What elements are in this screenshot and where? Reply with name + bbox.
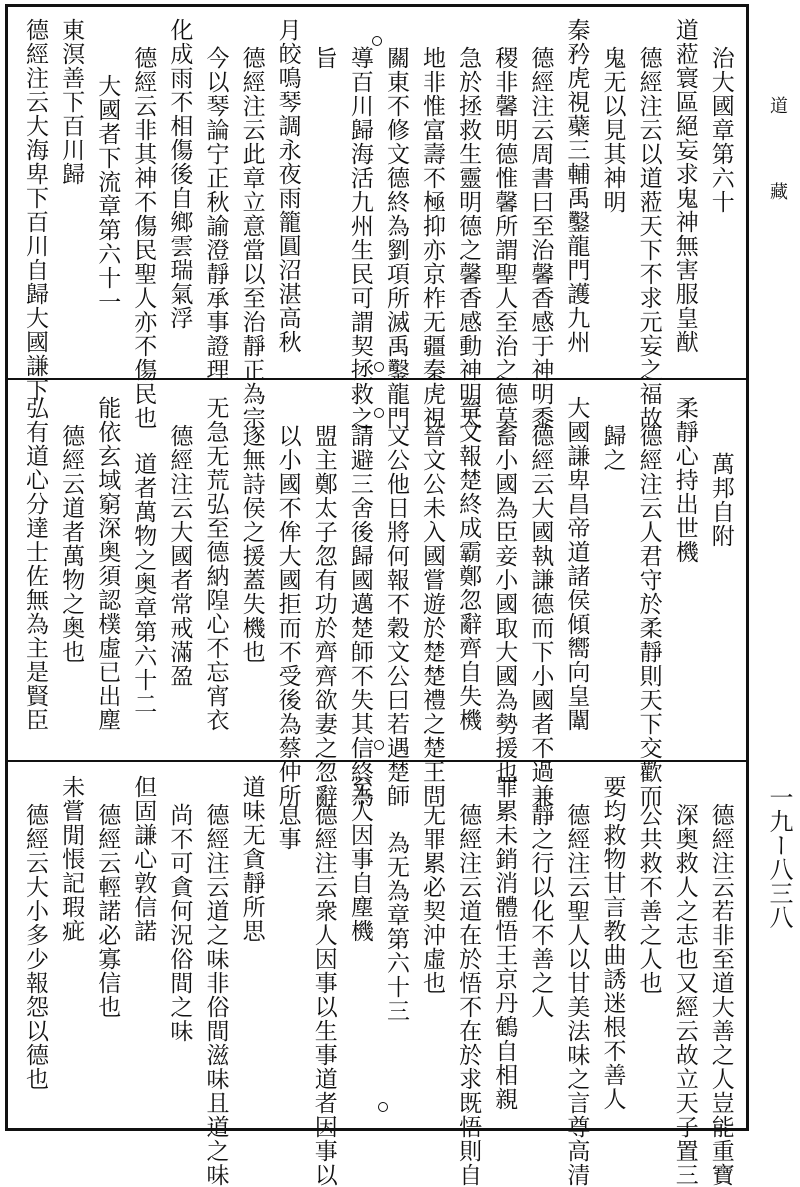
text-column: 德經云大國執謙德而下小國者不過兼 [527,424,554,808]
text-column: 公共救不善之人也 [635,803,662,995]
text-column: 要均救物甘言教曲誘迷根不善人 [599,775,626,1111]
text-column: 德經云輕諾必寡信也 [94,803,121,1019]
text-column: 地非惟富壽不極抑亦京柞无疆秦虎視 [419,46,446,430]
text-column: 但固謙心敦信諾 [130,775,157,943]
text-column: 德經注云聖人以甘美法味之言尊高清 [563,803,590,1187]
text-column: 導百川歸海活九州生民可謂契拯救之 [346,46,373,430]
band-top [20,18,736,430]
margin-collection-label: 藏 [767,182,788,204]
text-column: 東溟善下百川歸 [58,18,85,186]
text-column: 德經注云衆人因事以生事道者因事以 [310,803,337,1187]
text-column: 今以琴論宁正秋諭澄靜承事證理 [202,46,229,382]
text-column: 文公他日將何報不穀文公曰若遇楚師 [382,424,409,808]
text-column: 罪累未銷消體悟王京丹鶴自相親 [491,775,518,1111]
text-column: 歸之 [599,424,626,472]
text-column: 深奥救人之志也又經云故立天子置三 [671,803,698,1187]
text-column: 德經注云道之味非俗間滋味且道之味 [202,803,229,1187]
ring-mark [374,408,384,418]
text-column: 請避三舍後歸國邁楚師不失其信終為 [346,424,373,808]
text-column: 未嘗閒悵記瑕疵 [58,775,85,943]
text-column: 大國謙卑昌帝道諸侯傾嚮向皇闈 [563,396,590,732]
text-column: 鬼无以見其神明 [599,46,626,214]
text-column: 秦矜虎視蘗三輔禹鑿龍門護九州 [563,18,590,354]
text-column: 晉文報楚終成霸鄭忽辭齊自失機 [455,396,482,732]
text-column: 為无為章第六十三 [382,831,409,1023]
text-column: 晉文公未入國嘗遊於楚楚禮之楚王問 [419,424,446,808]
text-column: 德經云非其神不傷民聖人亦不傷民也 [130,46,157,430]
text-column: 无罪累必契沖虛也 [419,803,446,995]
page-number: 一九ー八三八 [765,785,793,929]
right-margin [754,0,800,1137]
text-column: 大國者下流章第六十一 [94,74,121,314]
text-column: 德經注云周書曰至治馨香感于神明黍 [527,46,554,430]
text-column: 尚不可貪何況俗間之味 [166,803,193,1043]
ring-mark [372,36,382,46]
text-column: 治大國章第六十 [707,46,734,214]
margin-book-label: 道 [767,96,788,118]
text-column: 柔靜心持出世機 [671,396,698,564]
ring-mark [378,1102,388,1112]
ring-mark [374,362,384,372]
text-column: 德經注云道在於悟不在於求既悟則自 [455,803,482,1187]
text-column: 畜小國為臣妾小國取大國為勢援也 [491,424,518,784]
text-column: 息事 [274,803,301,851]
text-column: 逐無詩侯之援蓋失機也 [238,424,265,664]
text-column: 化成雨不相傷後自鄉雲瑞氣浮 [166,18,193,330]
text-column: 能依玄域窮深奥須認樸虛已出塵 [94,396,121,732]
text-column: 旨 [310,46,337,70]
text-column: 德經云道者萬物之奥也 [58,424,85,664]
text-column: 德經注云此章立意當以至治靜正為宗 [238,46,265,430]
text-column: 弘有道心分達士佐無為主是賢臣 [22,396,48,732]
band-bottom [20,775,736,1187]
ring-mark [374,740,384,750]
text-column: 道者萬物之奥章第六十二 [130,452,157,716]
text-column: 至人因事自塵機 [346,775,373,943]
text-column: 道蒞寰區絕妄求鬼神無害服皇猷 [671,18,698,354]
text-column: 以小國不侔大國拒而不受後為蔡仲所 [274,424,301,808]
text-column: 德經注云以道蒞天下不求元妄之福故 [635,46,662,430]
text-column: 萬邦自附 [707,452,734,548]
text-column: 德經注云人君守於柔靜則天下交歡而 [635,424,662,808]
text-column: 月皎鳴琴調永夜雨籠圓沼湛高秋 [274,18,301,354]
text-column: 急於拯救生靈明德之馨香感動神明天 [455,46,482,430]
text-column: 德經注云大國者常戒滿盈 [166,424,193,688]
text-column: 德經注云若非至道大善之人豈能重寶 [707,803,734,1187]
band-middle [20,396,736,808]
text-column: 无急无荒弘至德納隍心不忘宵衣 [202,396,229,732]
text-column: 德經云大小多少報怨以德也 [22,803,48,1091]
text-column: 稷非馨明德惟馨所謂聖人至治之德莫 [491,46,518,430]
text-column: 盟主鄭太子忽有功於齊齊欲妻之忽辭 [310,424,337,808]
text-column: 關東不修文德終為劉項所滅禹鑿龍門 [382,46,409,430]
text-column: 德經注云大海卑下百川自歸大國謙下 [22,18,48,402]
text-column: 道味无貪靜所思 [238,775,265,943]
text-column: 靜之行以化不善之人 [527,803,554,1019]
